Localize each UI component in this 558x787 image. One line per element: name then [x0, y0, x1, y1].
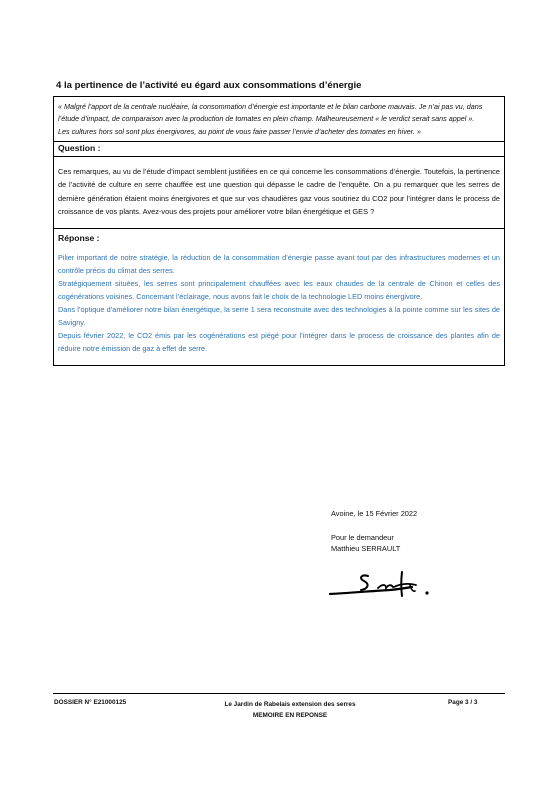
response-text — [54, 245, 504, 365]
footer-dossier-number: DOSSIER N° E21000125 — [54, 699, 127, 706]
footer-project-title — [215, 699, 365, 721]
footer-document-type: MEMOIRE EN REPONSE — [252, 712, 328, 719]
quote-paragraph: Les cultures hors sol sont plus énergivores, au point de vous faire passer l’envie d’acheter des tomates en hiver. » — [58, 126, 421, 136]
signature-block — [331, 508, 417, 555]
response-paragraph: Dans l’optique d’améliorer notre bilan énergétique, la serre 1 sera reconstruite avec des technologies à la pointe comme sur les sites de Savigny. — [58, 304, 500, 327]
footer-page-number: Page 3 / 3 — [448, 699, 478, 706]
question-text: Ces remarques, au vu de l’étude d’impact semblent justifiées en ce qui concerne les consommations d’énergie. Toutefois, la pertinence de l’activité de culture en serre chauffée est une question qui dépasse le cadre de l’enquête. On a pu remarquer que les serres de dernière génération étaient moins énergivores et que sur vos chaudières gaz vous soutiriez du CO2 pour l’intégrer dans le process de croissance de vos plants. Avez-vous des projets pour améliorer votre bilan énergétique et GES ? — [54, 157, 504, 229]
handwritten-signature — [328, 566, 433, 604]
comment-frame — [53, 96, 505, 366]
response-paragraph: Pilier important de notre stratégie, la réduction de la consommation d’énergie passe avant tout par des infrastructures modernes et un contrôle précis du climat des serres. — [58, 252, 500, 275]
section-title: 4 la pertinence de l’activité eu égard aux consommations d’énergie — [56, 80, 362, 91]
footer-divider — [53, 693, 505, 694]
response-paragraph: Stratégiquement situées, les serres sont principalement chauffées avec les eaux chaudes de la centrale de Chinon et celles des cogénérations voisines. Concernant l’éclairage, nous avons fait le choix de la technologie LED moins énergivore. — [58, 278, 500, 301]
response-paragraph: Depuis février 2022, le CO2 émis par les cogénérations est piégé pour l’intégrer dans le process de croissance des plantes afin de réduire notre émission de gaz à effet de serre. — [58, 330, 500, 353]
footer-project-line: Le Jardin de Rabelais extension des serres — [224, 701, 356, 708]
signatory-name: Matthieu SERRAULT — [331, 544, 401, 553]
public-comment-quote — [54, 97, 504, 142]
signature-date: Avoine, le 15 Février 2022 — [331, 509, 418, 518]
quote-paragraph: « Malgré l’apport de la centrale nucléaire, la consommation d’énergie est importante et le bilan carbone mauvais. Je n’ai pas vu, dans l’étude d’impact, de comparaison avec la production de tomates en plein champ. Malheureusement « le verdict serait sans appel ». — [58, 102, 483, 124]
response-label: Réponse : — [58, 232, 100, 243]
signature-for-line: Pour le demandeur — [331, 532, 394, 542]
question-label: Question : — [54, 142, 504, 157]
